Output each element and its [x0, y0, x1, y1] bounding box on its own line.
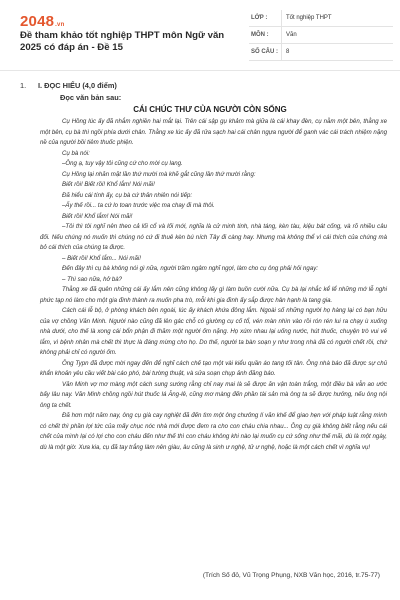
meta-label: LỚP : — [249, 10, 282, 27]
passage-paragraph: Đến đây thì cụ bà không nói gì nữa, người trầm ngâm nghĩ ngợi, làm cho cụ ông phải hỏi ngay: — [62, 265, 318, 272]
passage-paragraph: Đã hiểu cái tính ấy, cụ bà cứ thản nhiên nói tiếp: — [62, 191, 193, 199]
meta-value: Tốt nghiệp THPT — [282, 10, 394, 27]
section-heading: I. ĐỌC HIỂU (4,0 điểm) — [38, 81, 117, 90]
page-header — [0, 0, 400, 71]
passage-paragraph: – Biết rồi! Khổ lắm... Nói mãi! — [62, 254, 141, 262]
passage-paragraph: Cụ Hồng lại nhăn mặt lần thứ mười mà khẽ gắt cũng lần thứ mười rằng: — [62, 170, 256, 178]
passage-paragraph: Ông Typn đã được mời ngay đến để nghĩ cách chế tạo một vài kiểu quần áo tang tối tân. Ông nhà báo đã được sự chủ khẩn khoản yêu cầu viết bài cáo phó, bài tường thuật, và sửa soạn chụp ảnh đăng báo. — [40, 359, 387, 377]
passage-paragraph: –Ông ạ, tuy vậy tôi cũng cứ cho mời cụ lang. — [62, 160, 183, 167]
meta-row-count — [249, 44, 393, 61]
passage-text — [40, 117, 387, 453]
logo-main-text: 2048 — [20, 13, 55, 30]
meta-label: MÔN : — [249, 27, 282, 44]
passage-paragraph: Biết rồi! Biết rồi! Khổ lắm! Nói mãi! — [62, 181, 155, 188]
passage-citation: (Trích Số đỏ, Vũ Trọng Phụng, NXB Văn học, 2016, tr.75-77) — [202, 572, 380, 579]
passage-paragraph: Văn Minh vợ mơ màng một cách sung sướng rằng chỉ nay mai là sẽ được ăn vận toàn trắng, một điều bà vẫn ao ước bấy lâu nay. Văn Minh chồng ngồi hút thuốc lá Ăng-lê, cũng mơ màng đến phần tài sản mà ông ta sẽ được hưởng, nếu ông nội ông ta chết. — [40, 380, 387, 409]
passage-paragraph: Thằng xe đã quên những cái ấy lắm nên cũng không lấy gì làm buồn cười nữa. Cụ bà lại nhắc kể lể những mớ lễ nghi phức tạp nó làm cho một gia đình thành ra muốn pha trò, mỗi khi gia đình ấy sắp được hân hạnh là tang gia. — [40, 286, 387, 304]
passage-paragraph: Đã hơn một năm nay, ông cụ già cay nghiệt đã đến tìm một ông chưởng lí văn khế để giao hẹn với pháp luật rằng mình có chết thì phần lợi tức của mấy chục nóc nhà mới được đem ra cho con cháu chia nhau... Ông cụ già không biết rằng nếu cái chết của mình lại có lợi cho con cháu đến như thế thì con cháu không khi nào lại muốn cụ cứ sống như thế mãi, dù là một ngày, dù là một giờ. Xưa kia, cụ đã tay trắng làm nên giàu, âu cũng là sinh ư nghệ, tử ư nghệ, hoặc là một cách chết vì nghĩa vụ! — [40, 412, 387, 451]
passage-paragraph: –Ấy thế rồi... ta cứ lo toan trước việc ma chay đi mà thôi. — [62, 202, 215, 209]
meta-label: SỐ CÂU : — [249, 44, 282, 61]
passage-paragraph: –Tôi thì tôi nghĩ nên theo cả lối cổ và lối mới, nghĩa là cử minh tinh, nhà táng, kèn tàu, kiệu bát cống, và rõ nhiều câu đối. Nếu chúng nó muốn thì chúng nó cứ đi thuê kèn bú ních Tây đi càng hay. Nhưng mà không thể vì cái thích của chúng mà bỏ cái thích của chúng ta được. — [40, 223, 387, 251]
question-content — [0, 76, 400, 600]
exam-meta-table — [249, 10, 393, 61]
passage-title: CÁI CHÚC THƯ CỦA NGƯỜI CÒN SỐNG — [133, 105, 287, 114]
instruction-heading: Đọc văn bản sau: — [60, 93, 122, 102]
passage-paragraph: Cách cái lễ bộ, ở phòng khách bên ngoài, lúc ấy khách khứa đông lắm. Ngoài số những người họ hàng lại có bạn hữu của vợ chồng Văn Minh. Người nào cũng đã lên gác chỗ có giường cụ cố tổ, vén màn nhìn vào rồi rón rén lui ra chạy ù xuống nhà dưới, cho thế là xong cái bổn phận đi thăm một người ốm nặng. Họ xúm nhau lại uống nước, hút thuốc, chuyện trò vui vẻ lắm, vì bệnh nhân mà chết thì thực là đáng mừng cho họ. Do thế, người ta bàn soạn y như trong nhà đã có người chết rồi, chứ không phải chỉ có người ốm. — [40, 307, 387, 356]
passage-paragraph: – Thì sao nữa, hở bà? — [62, 275, 123, 283]
meta-value: Văn — [282, 27, 394, 44]
meta-row-subject — [249, 27, 393, 44]
logo-domain-text: .vn — [55, 22, 65, 28]
meta-value: 8 — [282, 44, 394, 61]
site-logo[interactable] — [20, 14, 64, 29]
exam-title: Đề tham khảo tốt nghiệp THPT môn Ngữ văn 2025 có đáp án - Đề 15 — [20, 30, 225, 53]
passage-paragraph: Cụ bà nói: — [62, 149, 90, 157]
passage-paragraph: Biết rồi! Khổ lắm! Nói mãi! — [62, 212, 133, 220]
passage-paragraph: Cụ Hồng lúc ấy đã nhắm nghiền hai mắt lại. Trên cái sập gụ khảm mà giữa là cái khay đèn, cụ nằm một bên, thằng xe một bên, cụ bà thì ngồi phía dưới chân. Thằng xe lúc ấy đã rửa sạch hai cái chân ngựa người để ganh vác cái trách nhiệm nặng nề của người bồi tiêm thuốc phiện. — [40, 118, 387, 146]
meta-row-class — [249, 10, 393, 27]
question-number: 1. — [20, 81, 27, 90]
